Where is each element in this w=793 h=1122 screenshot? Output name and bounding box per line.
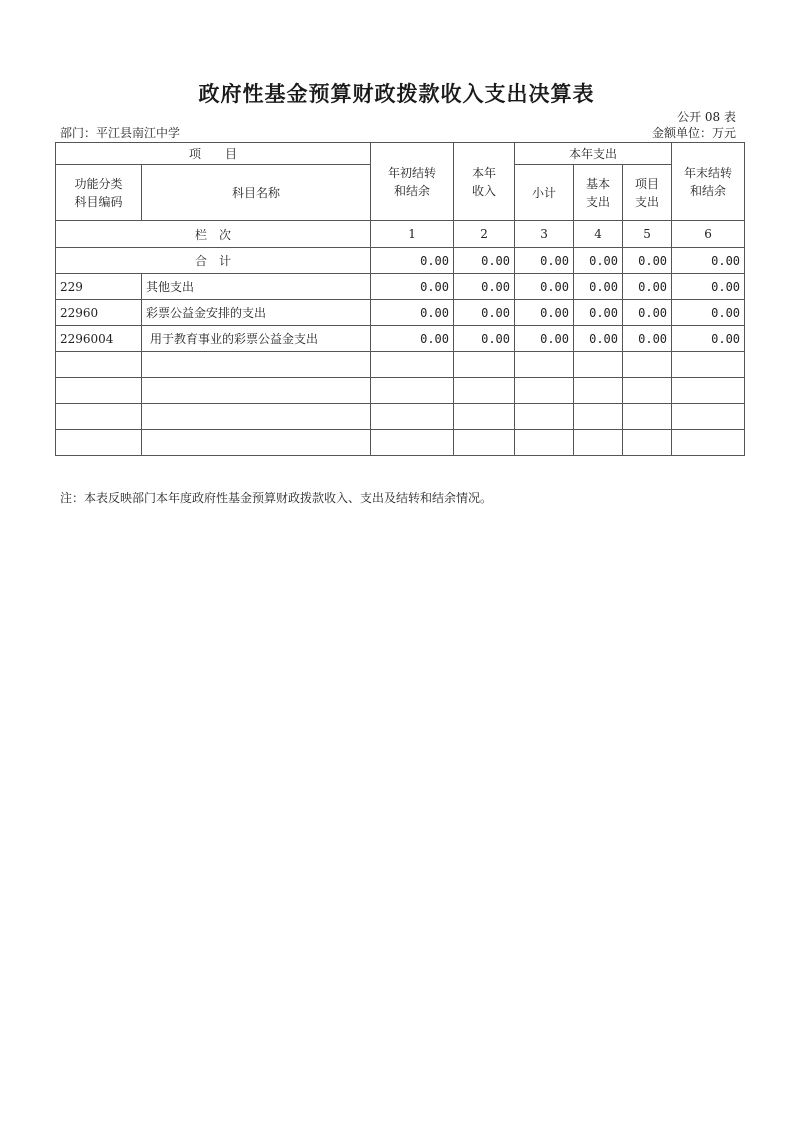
table-row xyxy=(56,300,745,326)
row-value: 0.00 xyxy=(623,300,672,326)
total-value: 0.00 xyxy=(454,248,515,274)
total-label: 合 计 xyxy=(56,248,371,274)
total-value: 0.00 xyxy=(371,248,454,274)
table-number: 公开 08 表 xyxy=(677,110,736,124)
row-code: 229 xyxy=(56,274,142,300)
budget-table xyxy=(55,142,745,456)
page-title: 政府性基金预算财政拨款收入支出决算表 xyxy=(198,82,595,106)
column-number: 5 xyxy=(623,221,672,248)
row-value: 0.00 xyxy=(371,274,454,300)
header-item: 项 目 xyxy=(56,143,371,165)
row-code: 2296004 xyxy=(56,326,142,352)
empty-row xyxy=(56,430,745,456)
row-name: 用于教育事业的彩票公益金支出 xyxy=(142,326,371,352)
row-code: 22960 xyxy=(56,300,142,326)
empty-row xyxy=(56,378,745,404)
row-value: 0.00 xyxy=(454,300,515,326)
total-value: 0.00 xyxy=(574,248,623,274)
row-value: 0.00 xyxy=(672,300,745,326)
header-expense-group: 本年支出 xyxy=(515,143,672,165)
row-value: 0.00 xyxy=(672,274,745,300)
table-row xyxy=(56,326,745,352)
department-label: 部门：平江县南江中学 xyxy=(60,126,181,140)
header-basic: 基本 支出 xyxy=(574,165,623,221)
column-number: 4 xyxy=(574,221,623,248)
row-name: 彩票公益金安排的支出 xyxy=(142,300,371,326)
header-subject-name: 科目名称 xyxy=(142,165,371,221)
header-func-code: 功能分类 科目编码 xyxy=(56,165,142,221)
row-value: 0.00 xyxy=(454,274,515,300)
row-value: 0.00 xyxy=(371,326,454,352)
column-number: 1 xyxy=(371,221,454,248)
row-value: 0.00 xyxy=(371,300,454,326)
total-value: 0.00 xyxy=(672,248,745,274)
total-value: 0.00 xyxy=(515,248,574,274)
row-value: 0.00 xyxy=(515,300,574,326)
empty-row xyxy=(56,404,745,430)
row-name: 其他支出 xyxy=(142,274,371,300)
footnote: 注：本表反映部门本年度政府性基金预算财政拨款收入、支出及结转和结余情况。 xyxy=(60,491,493,505)
row-value: 0.00 xyxy=(574,274,623,300)
row-value: 0.00 xyxy=(574,300,623,326)
row-value: 0.00 xyxy=(623,274,672,300)
total-value: 0.00 xyxy=(623,248,672,274)
row-value: 0.00 xyxy=(454,326,515,352)
column-number: 3 xyxy=(515,221,574,248)
row-value: 0.00 xyxy=(515,326,574,352)
header-subtotal: 小计 xyxy=(515,165,574,221)
amount-unit-label: 金额单位：万元 xyxy=(651,126,736,140)
row-value: 0.00 xyxy=(672,326,745,352)
row-value: 0.00 xyxy=(574,326,623,352)
empty-row xyxy=(56,352,745,378)
header-income: 本年 收入 xyxy=(454,143,515,221)
column-number: 2 xyxy=(454,221,515,248)
header-end-balance: 年末结转 和结余 xyxy=(672,143,745,221)
row-value: 0.00 xyxy=(623,326,672,352)
header-project: 项目 支出 xyxy=(623,165,672,221)
total-row xyxy=(56,248,745,274)
column-index-label: 栏 次 xyxy=(56,221,371,248)
column-index-row xyxy=(56,221,745,248)
table-row xyxy=(56,274,745,300)
row-value: 0.00 xyxy=(515,274,574,300)
column-number: 6 xyxy=(672,221,745,248)
header-begin-balance: 年初结转 和结余 xyxy=(371,143,454,221)
